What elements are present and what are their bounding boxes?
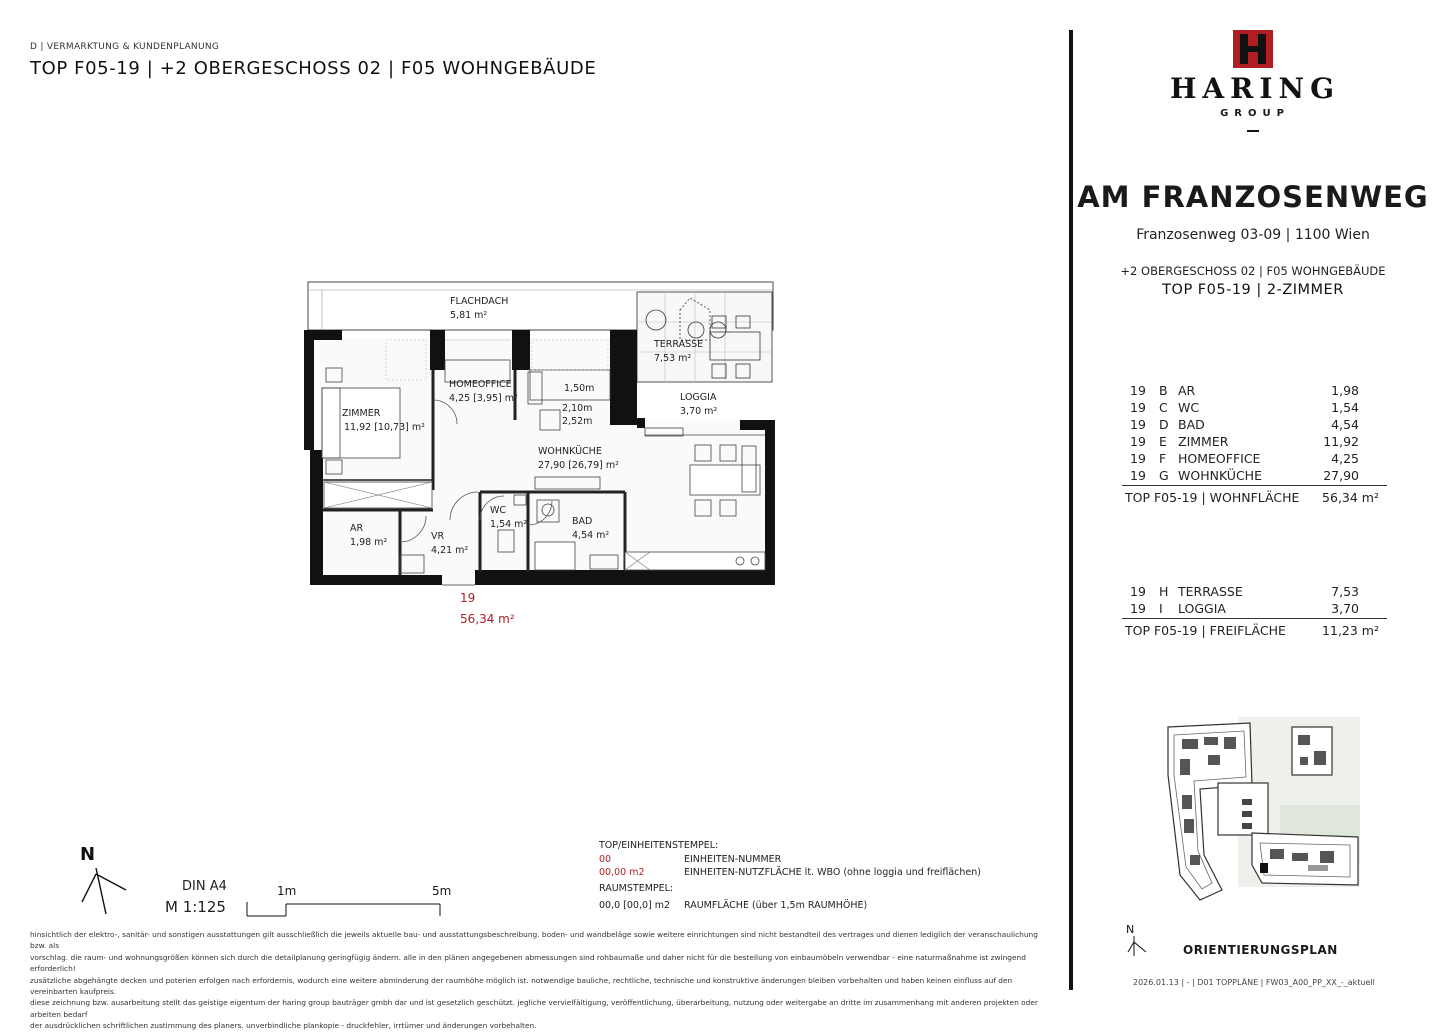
department-label: D | VERMARKTUNG & KUNDENPLANUNG — [30, 42, 220, 52]
room-letter: B — [1159, 383, 1168, 398]
area-vr: 4,21 m² — [431, 545, 469, 556]
dimension-2: 2,10m — [562, 403, 593, 414]
label-vr: VR — [431, 531, 445, 542]
unit-stamp-area: 56,34 m² — [460, 612, 515, 626]
room-letter: G — [1159, 468, 1169, 483]
room-letter: F — [1159, 451, 1167, 466]
room-name: WC — [1178, 400, 1200, 415]
legend-code-2: 00,00 m2 — [599, 867, 645, 878]
scale-tick-5m: 5m — [432, 884, 452, 898]
page-title: TOP F05-19 | +2 OBERGESCHOSS 02 | F05 WOHNGEBÄUDE — [30, 58, 597, 79]
disclaimer — [30, 929, 1052, 1032]
panel-divider — [1069, 30, 1073, 990]
label-loggia: LOGGIA — [680, 392, 717, 403]
project-address: Franzosenweg 03-09 | 1100 Wien — [1136, 227, 1370, 243]
room-area: 27,90 — [1323, 468, 1359, 483]
label-zimmer: ZIMMER — [342, 408, 381, 419]
dimension-3: 2,52m — [562, 416, 593, 427]
living-total-value: 56,34 m² — [1322, 490, 1379, 505]
disclaimer-line: diese zeichnung bzw. ausarbeitung stellt das geistige eigentum der haring group bauträger gmbh dar und ist gesetzlich geschützt. jegliche vervielfältigung, veröffentlichung, überarbeitung, nutzung oder weitergabe an dritte im zusammenhang mit anderen projekten oder arbeiten bedarf — [30, 998, 1038, 1019]
room-row — [1122, 434, 1387, 451]
room-row — [1122, 417, 1387, 434]
project-floor: +2 OBERGESCHOSS 02 | F05 WOHNGEBÄUDE — [1120, 264, 1386, 278]
room-area: 11,92 — [1323, 434, 1359, 449]
area-bad: 4,54 m² — [572, 530, 610, 541]
room-area: 4,25 — [1331, 451, 1359, 466]
room-name: LOGGIA — [1178, 601, 1226, 616]
room-number: 19 — [1130, 451, 1146, 466]
disclaimer-line: zusätzliche abgehängte decken und poterien erfolgen nach erfordernis, wodurch eine weitere abminderung der raumhöhe möglich ist. notwendige bauliche, rechtliche, technische und konstruktive änderungen bleiben vorbehalten und haben keinen einfluss auf den vereinbarten kaufpreis. — [30, 975, 1013, 997]
area-loggia: 3,70 m² — [680, 406, 718, 417]
room-number: 19 — [1130, 468, 1146, 483]
room-area: 4,54 — [1331, 417, 1359, 432]
unit-stamp-number: 19 — [460, 591, 476, 605]
paper-size: DIN A4 — [182, 879, 227, 894]
area-homeoffice: 4,25 [3,95] m² — [449, 393, 518, 404]
scale-tick-1m: 1m — [277, 884, 297, 898]
room-name: AR — [1178, 383, 1196, 398]
north-label: N — [80, 844, 96, 865]
area-wc: 1,54 m² — [490, 519, 528, 530]
disclaimer-line: der ausdrücklichen schriftlichen zustimmung des planers. unverbindliche plankopie - druckfehler, irrtümer und änderungen vorbehalten. — [30, 1021, 537, 1031]
label-wc: WC — [490, 505, 507, 516]
brand-dash — [1247, 130, 1259, 132]
room-number: 19 — [1130, 400, 1146, 415]
area-flachdach: 5,81 m² — [450, 310, 488, 321]
north-arrow-icon — [76, 842, 130, 918]
room-row — [1122, 451, 1387, 468]
room-table-living — [1122, 383, 1387, 509]
legend-text-2: EINHEITEN-NUTZFLÄCHE lt. WBO (ohne loggia und freiflächen) — [684, 867, 981, 878]
disclaimer-line: hinsichtlich der elektro-, sanitär- und sonstigen ausstattungen gilt ausschließlich die jeweils aktuelle bau- und ausstattungsbeschreibung. boden- und wandbeläge sowie weitere einrichtungen sind nicht bestandteil des vertrages und dienen lediglich der veranschaulichung bzw. als — [30, 930, 1038, 951]
legend-title-2: RAUMSTEMPEL: — [599, 882, 674, 894]
footer-code: 2026.01.13 | - | D01 TOPPLÄNE | FW03_A00_PP_XX_-_aktuell — [1133, 978, 1375, 987]
legend-text-3: RAUMFLÄCHE (über 1,5m RAUMHÖHE) — [684, 899, 868, 911]
legend-text-1: EINHEITEN-NUMMER — [684, 853, 782, 865]
room-name: ZIMMER — [1178, 434, 1229, 449]
living-total-label: TOP F05-19 | WOHNFLÄCHE — [1125, 490, 1300, 505]
room-letter: C — [1159, 400, 1168, 415]
orientation-north-label: N — [1126, 923, 1135, 936]
label-flachdach: FLACHDACH — [450, 296, 509, 307]
room-area: 1,98 — [1331, 383, 1359, 398]
orientation-label: ORIENTIERUNGSPLAN — [1183, 943, 1338, 957]
label-homeoffice: HOMEOFFICE — [449, 379, 512, 390]
haring-logo-icon — [1233, 30, 1273, 68]
room-letter: D — [1159, 417, 1169, 432]
room-area: 3,70 — [1331, 601, 1359, 616]
room-area: 7,53 — [1331, 584, 1359, 599]
label-wohnkueche: WOHNKÜCHE — [538, 446, 602, 457]
label-ar: AR — [350, 523, 364, 534]
legend-code-1: 00 — [599, 853, 612, 865]
room-row — [1122, 601, 1387, 618]
room-name: BAD — [1178, 417, 1205, 432]
outdoor-total-label: TOP F05-19 | FREIFLÄCHE — [1125, 623, 1286, 638]
label-bad: BAD — [572, 516, 593, 527]
room-letter: E — [1159, 434, 1167, 449]
room-number: 19 — [1130, 417, 1146, 432]
outdoor-total — [1122, 618, 1387, 642]
room-row — [1122, 584, 1387, 601]
room-number: 19 — [1130, 584, 1146, 599]
legend-code-3: 00,0 [00,0] m2 — [599, 899, 671, 911]
room-name: TERRASSE — [1178, 584, 1243, 599]
project-name: AM FRANZOSENWEG — [1077, 180, 1429, 214]
room-table-outdoor — [1122, 584, 1387, 642]
room-row — [1122, 383, 1387, 400]
room-number: 19 — [1130, 383, 1146, 398]
room-number: 19 — [1130, 434, 1146, 449]
area-terrasse: 7,53 m² — [654, 353, 692, 364]
area-ar: 1,98 m² — [350, 537, 388, 548]
dimension-1: 1,50m — [564, 383, 595, 394]
label-terrasse: TERRASSE — [654, 339, 704, 350]
brand-name: HARING — [1169, 72, 1341, 105]
outdoor-total-value: 11,23 m² — [1322, 623, 1379, 638]
area-zimmer: 11,92 [10,73] m² — [344, 422, 425, 433]
orientation-site-plan — [1160, 715, 1365, 910]
room-row — [1122, 468, 1387, 485]
orientation-north-icon — [1124, 922, 1152, 958]
room-name: WOHNKÜCHE — [1178, 468, 1262, 483]
disclaimer-line: vorschlag. die raum- und wohnungsgrößen können sich durch die detailplanung geringfügig ändern. alle in den plänen angegebenen abmessungen sind rohbaumaße und daher nicht für die bestellung von einbaumöbeln verwendbar - eine naturmaßnahme ist zwingend erforderlich! — [30, 952, 1026, 974]
project-unit: TOP F05-19 | 2-ZIMMER — [1162, 282, 1344, 298]
room-area: 1,54 — [1331, 400, 1359, 415]
room-letter: H — [1159, 584, 1169, 599]
brand-sub: GROUP — [1220, 108, 1290, 119]
area-wohnkueche: 27,90 [26,79] m² — [538, 460, 619, 471]
room-letter: I — [1159, 601, 1163, 616]
living-total — [1122, 485, 1387, 509]
scale-ratio: M 1:125 — [165, 898, 226, 916]
scale-bar — [246, 900, 446, 918]
room-name: HOMEOFFICE — [1178, 451, 1261, 466]
floor-plan — [300, 280, 785, 595]
legend-title: TOP/EINHEITENSTEMPEL: — [599, 840, 719, 851]
room-row — [1122, 400, 1387, 417]
room-number: 19 — [1130, 601, 1146, 616]
